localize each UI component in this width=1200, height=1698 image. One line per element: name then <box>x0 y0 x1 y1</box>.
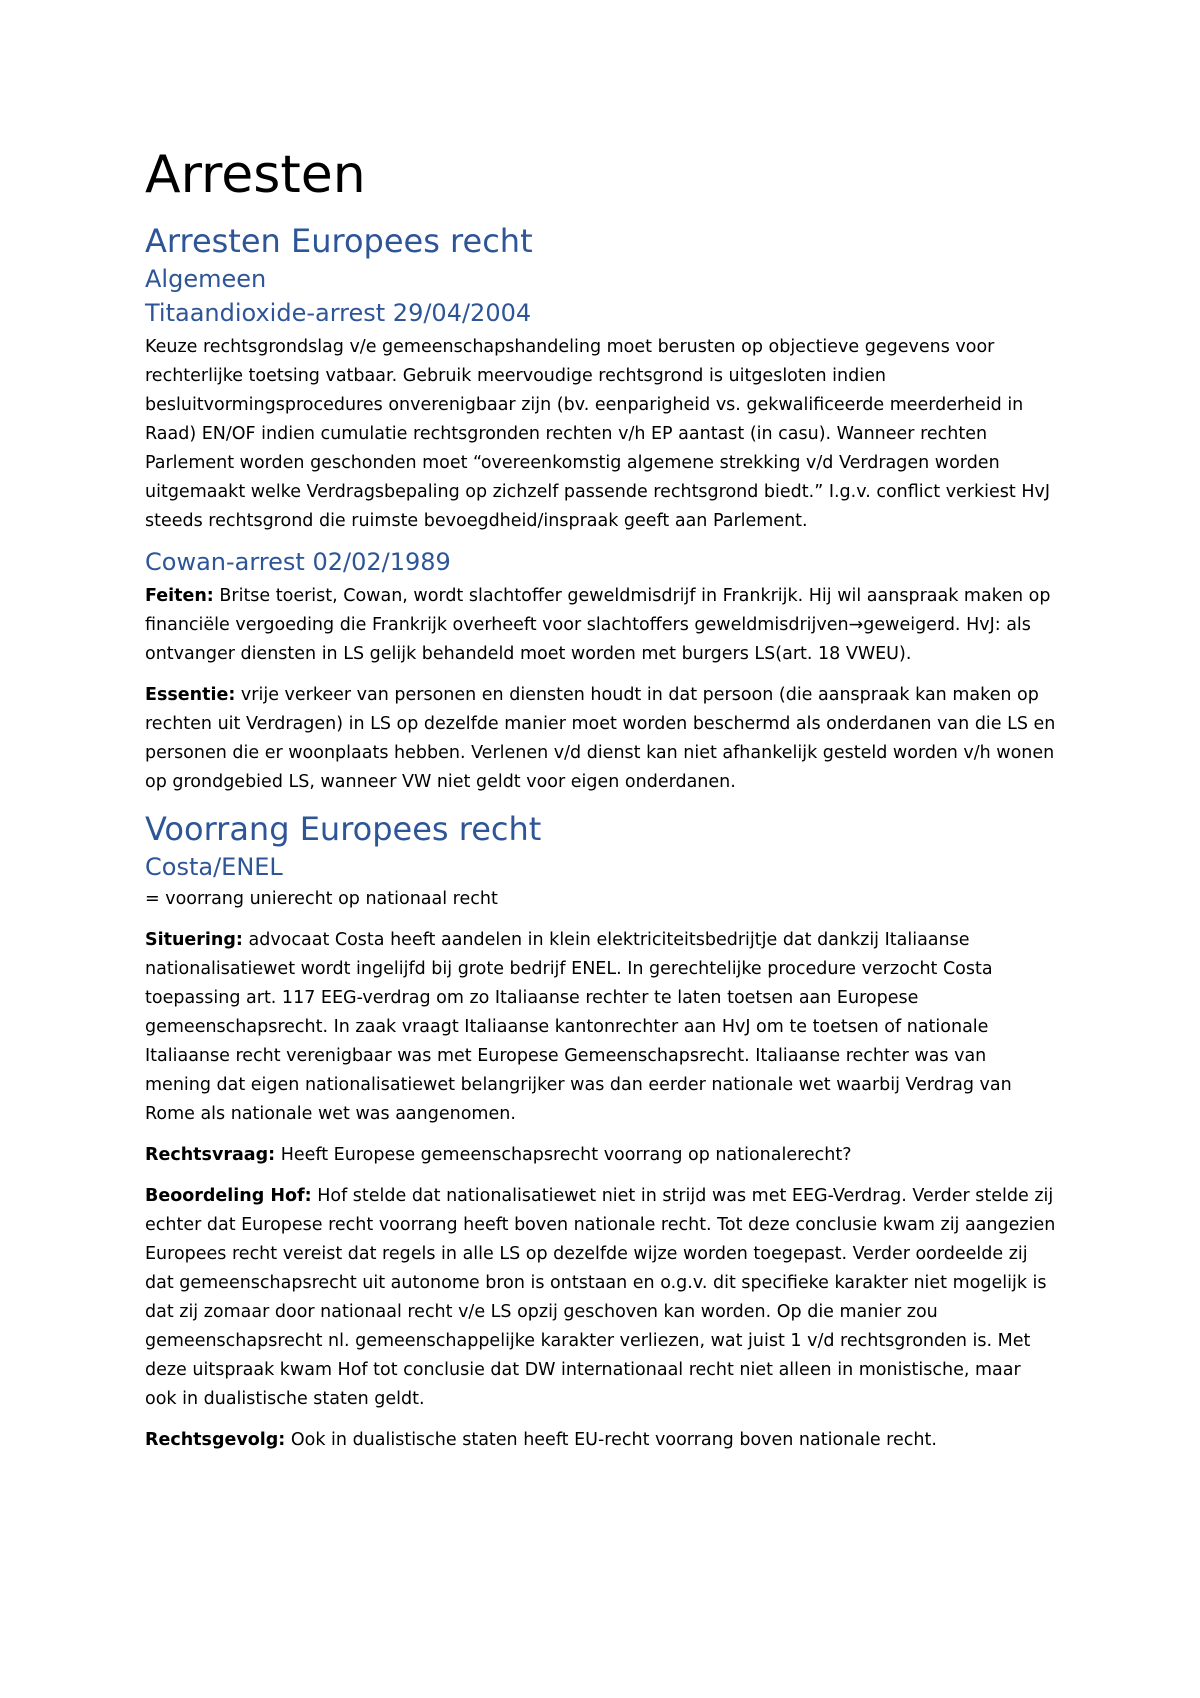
label-beoordeling: Beoordeling Hof: <box>145 1186 312 1206</box>
case-heading-titaandioxide: Titaandioxide-arrest 29/04/2004 <box>145 299 532 327</box>
label-situering: Situering: <box>145 930 243 950</box>
label-rechtsgevolg: Rechtsgevolg: <box>145 1430 286 1450</box>
case-heading-cowan: Cowan-arrest 02/02/1989 <box>145 548 451 576</box>
case-text-titaandioxide: Keuze rechtsgrondslag v/e gemeenschapshandeling moet berusten op objectieve gegevens voor rechterlijke toetsing vatbaar. Gebruik meervoudige rechtsgrond is uitgesloten indien besluitvormingsprocedures onverenigbaar zijn (bv. eenparigheid vs. gekwalificeerde meerderheid in Raad) EN/OF indien cumulatie rechtsgronden rechten v/h EP aantast (in casu). Wanneer rechten Parlement worden geschonden moet “overeenkomstig algemene strekking v/d Verdragen worden uitgemaakt welke Verdragsbepaling op zichzelf passende rechtsgrond biedt.” I.g.v. conflict verkiest HvJ steeds rechtsgrond die ruimste bevoegdheid/inspraak geeft aan Parlement. <box>145 337 1051 531</box>
paragraph-feiten <box>145 582 1057 669</box>
label-essentie: Essentie: <box>145 685 236 705</box>
document-title: Arresten <box>145 145 366 205</box>
text-feiten-a: Britse toerist, Cowan, wordt slachtoffer geweldmisdrijf in Frankrijk. Hij wil aanspraak maken op financiële vergoeding die Frankrijk overheeft voor slachtoffers geweldmisdrijven <box>145 586 1051 635</box>
paragraph-intro-costa: = voorrang unierecht op nationaal recht <box>145 889 498 909</box>
paragraph-rechtsgevolg <box>145 1426 1057 1455</box>
subheading-algemeen: Algemeen <box>145 265 267 293</box>
text-rechtsgevolg: Ook in dualistische staten heeft EU-recht voorrang boven nationale recht. <box>285 1430 937 1450</box>
text-rechtsvraag: Heeft Europese gemeenschapsrecht voorrang op nationalerecht? <box>275 1145 852 1165</box>
paragraph-essentie <box>145 681 1057 797</box>
arrow-icon: → <box>848 615 864 635</box>
paragraph-rechtsvraag <box>145 1141 1057 1170</box>
paragraph-situering <box>145 926 1057 1129</box>
section-heading-europees-recht: Arresten Europees recht <box>145 222 533 260</box>
case-heading-costa-enel: Costa/ENEL <box>145 853 283 881</box>
text-essentie: vrije verkeer van personen en diensten houdt in dat persoon (die aanspraak kan maken op rechten uit Verdragen) in LS op dezelfde manier moet worden beschermd als onderdanen van die LS en personen die er woonplaats hebben. Verlenen v/d dienst kan niet afhankelijk gesteld worden v/h wonen op grondgebied LS, wanneer VW niet geldt voor eigen onderdanen. <box>145 685 1056 792</box>
text-situering: advocaat Costa heeft aandelen in klein elektriciteitsbedrijtje dat dankzij Italiaanse nationalisatiewet wordt ingelijfd bij grote bedrijf ENEL. In gerechtelijke procedure verzocht Costa toepassing art. 117 EEG-verdrag om zo Italiaanse rechter te laten toetsen aan Europese gemeenschapsrecht. In zaak vraagt Italiaanse kantonrechter aan HvJ om te toetsen of nationale Italiaanse recht verenigbaar was met Europese Gemeenschapsrecht. Italiaanse rechter was van mening dat eigen nationalisatiewet belangrijker was dan eerder nationale wet waarbij Verdrag van Rome als nationale wet was aangenomen. <box>145 930 1012 1124</box>
document-content <box>145 145 1057 1467</box>
section-heading-voorrang: Voorrang Europees recht <box>145 810 542 848</box>
text-feiten-b: geweigerd. HvJ: als ontvanger diensten in LS gelijk behandeld moet worden met burgers LS(art. 18 VWEU). <box>145 615 1031 664</box>
text-beoordeling: Hof stelde dat nationalisatiewet niet in strijd was met EEG-Verdrag. Verder stelde zij echter dat Europese recht voorrang heeft boven nationale recht. Tot deze conclusie kwam zij aangezien Europees recht vereist dat regels in alle LS op dezelfde wijze worden toegepast. Verder oordeelde zij dat gemeenschapsrecht uit autonome bron is ontstaan en o.g.v. dit specifieke karakter niet mogelijk is dat zij zomaar door nationaal recht v/e LS opzij geschoven kan worden. Op die manier zou gemeenschapsrecht nl. gemeenschappelijke karakter verliezen, wat juist 1 v/d rechtsgronden is. Met deze uitspraak kwam Hof tot conclusie dat DW internationaal recht niet alleen in monistische, maar ook in dualistische staten geldt. <box>145 1186 1056 1409</box>
label-feiten: Feiten: <box>145 586 214 606</box>
paragraph-beoordeling <box>145 1182 1057 1414</box>
label-rechtsvraag: Rechtsvraag: <box>145 1145 276 1165</box>
